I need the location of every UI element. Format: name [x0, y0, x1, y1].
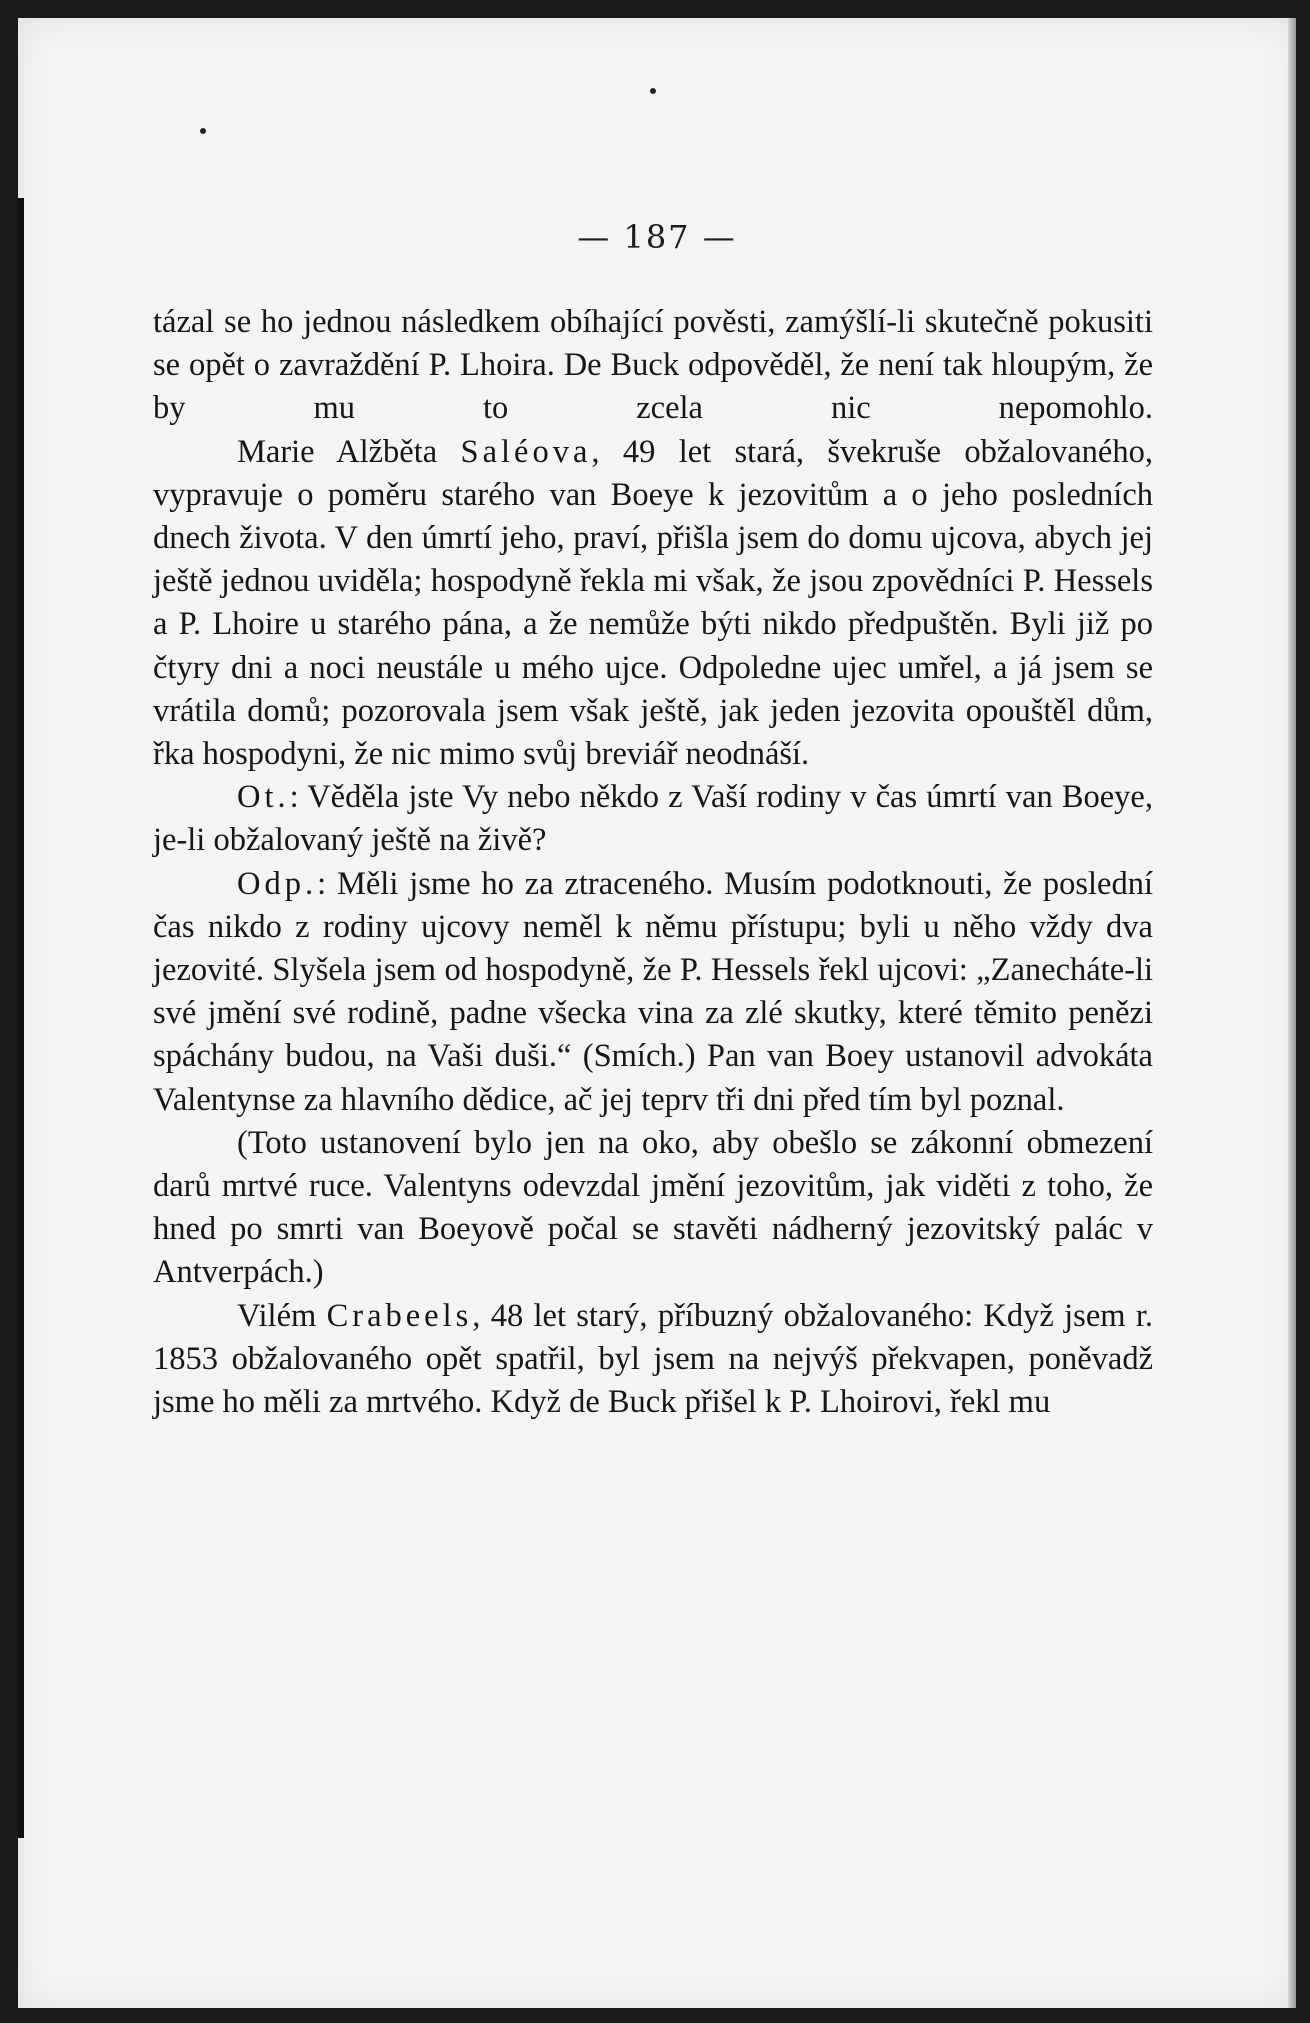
body-text — [153, 301, 1153, 1424]
question-label: Ot. — [237, 779, 290, 816]
page-edge-shadow-left — [18, 198, 24, 1838]
page-edge-shadow-right — [1288, 18, 1296, 2008]
paragraph-text: : Věděla jste Vy nebo někdo z Vaší rodiny v čas úmrtí van Boeye, je-li obžalovaný ještě na živě? — [153, 779, 1153, 859]
paragraph-text: : Měli jsme ho za ztraceného. Musím podotknouti, že poslední čas nikdo z rodiny ujcovy neměl k němu přístupu; byli u něho vždy dva jezovité. Slyšela jsem od hospodyně, že P. Hessels řekl ujcovi: „Zanecháte-li své jmění své rodině, padne všecka vina za zlé skutky, které těmito penězi spáchány budou, na Vaši duši.“ (Smích.) Pan van Boey ustanovil advokáta Valentynse za hlavního dědice, ač jej teprv tři dni před tím byl poznal. — [153, 865, 1153, 1118]
paragraph — [153, 431, 1153, 777]
paragraph-text: , 48 let starý, příbuzný obžalovaného: Když jsem r. 1853 obžalovaného opět spatřil, byl jsem na nejvýš překvapen, poněvadž jsme ho měli za mrtvého. Když de Buck přišel k P. Lhoirovi, řekl mu — [153, 1297, 1153, 1421]
paragraph — [153, 863, 1153, 1122]
ink-speck — [650, 88, 656, 94]
witness-name: Crabeels — [326, 1297, 473, 1334]
paragraph-text: (Toto ustanovení bylo jen na oko, aby obešlo se zákonní obmezení darů mrtvé ruce. Valentyns odevzdal jmění jezovitům, jak viděti z toho, že hned po smrti van Boeyově počal se stavěti nádherný jezovitský palác v Antverpách.) — [153, 1124, 1153, 1291]
paragraph-text: tázal se ho jednou následkem obíhající pověsti, zamýšlí-li skutečně pokusiti se opět o zavraždění P. Lhoira. De Buck odpověděl, že není tak hloupým, že by mu to zcela nic nepomohlo. — [153, 304, 1153, 427]
paragraph-text: Vilém — [237, 1297, 327, 1334]
paragraph-text: , 49 let stará, švekruše obžalovaného, vypravuje o poměru starého van Boeye k jezovitům a o jeho posledních dnech života. V den úmrtí jeho, praví, přišla jsem do domu ujcova, abych jej ještě jednou uviděla; hospodyně řekla mi však, že jsou zpovědníci P. Hessels a P. Lhoire u starého pána, a že nemůže býti nikdo předpuštěn. Byli již po čtyry dni a noci neustále u mého ujce. Odpoledne ujec umřel, a já jsem se vrátila domů; pozorovala jsem však ještě, jak jeden jezovita opouštěl dům, řka hospodyni, že nic mimo svůj breviář neodnáší. — [153, 433, 1153, 773]
paragraph — [153, 1122, 1153, 1295]
witness-name: Saléova — [460, 433, 592, 470]
paragraph — [153, 1295, 1153, 1425]
paragraph — [153, 776, 1153, 862]
answer-label: Odp. — [237, 865, 318, 902]
book-page — [18, 18, 1296, 2008]
paragraph-text: Marie Alžběta — [237, 433, 461, 470]
paragraph — [153, 301, 1153, 431]
page-number: — 187 — — [577, 218, 737, 256]
ink-speck — [200, 128, 206, 134]
